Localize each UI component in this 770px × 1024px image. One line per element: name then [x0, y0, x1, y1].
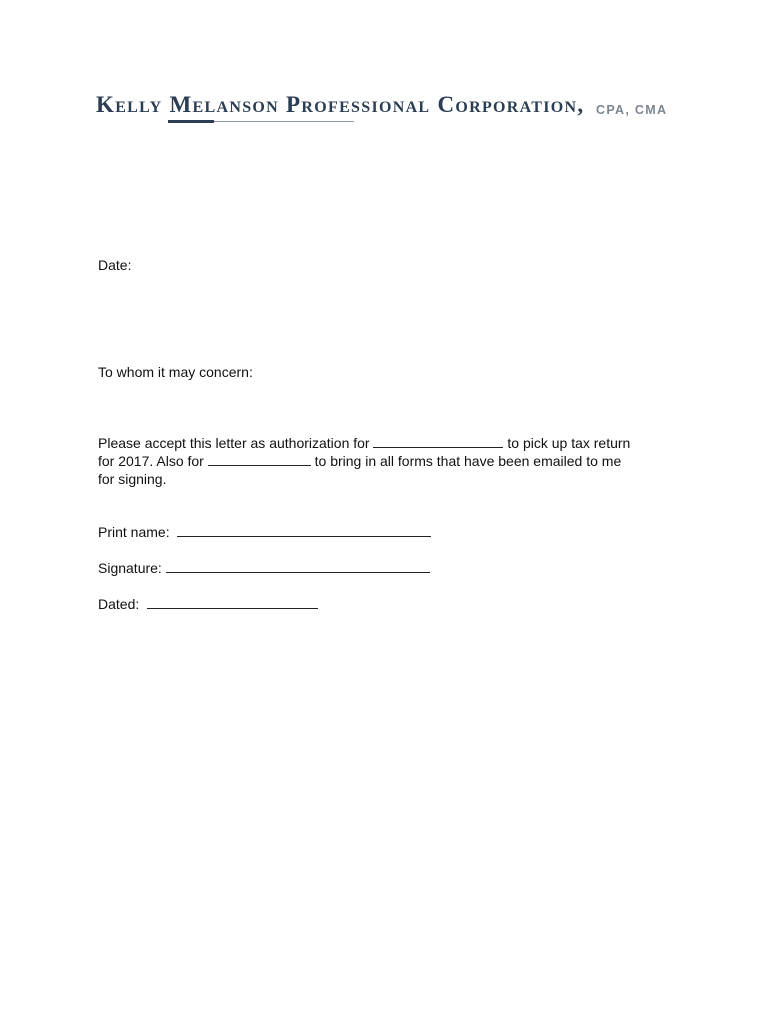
body-line-2: [98, 452, 621, 470]
body-line-1-start: Please accept this letter as authorization for: [98, 435, 374, 451]
forms-person-blank[interactable]: [208, 452, 311, 466]
firm-designations: CPA, CMA: [596, 103, 668, 117]
body-line-2-end: to bring in all forms that have been emailed to me: [310, 453, 622, 469]
signature-row: [98, 559, 430, 577]
letterhead-rule: [214, 121, 354, 122]
firm-name: Kelly Melanson Professional Corporation,: [96, 92, 585, 117]
letterhead: [96, 92, 696, 132]
dated-row: [98, 595, 318, 613]
print-name-row: [98, 523, 431, 541]
dated-label: Dated:: [98, 596, 140, 612]
signature-label: Signature:: [98, 560, 162, 576]
print-name-blank[interactable]: [177, 523, 431, 537]
letterhead-rule-accent: [168, 120, 214, 123]
salutation: To whom it may concern:: [98, 364, 253, 380]
dated-blank[interactable]: [147, 595, 318, 609]
print-name-label: Print name:: [98, 524, 170, 540]
body-line-3: for signing.: [98, 471, 167, 487]
signature-blank[interactable]: [166, 559, 430, 573]
body-line-2-start: for 2017. Also for: [98, 453, 208, 469]
date-label: Date:: [98, 257, 132, 273]
pickup-person-blank[interactable]: [373, 434, 503, 448]
body-line-1: [98, 434, 630, 452]
body-line-1-end: to pick up tax return: [503, 435, 631, 451]
